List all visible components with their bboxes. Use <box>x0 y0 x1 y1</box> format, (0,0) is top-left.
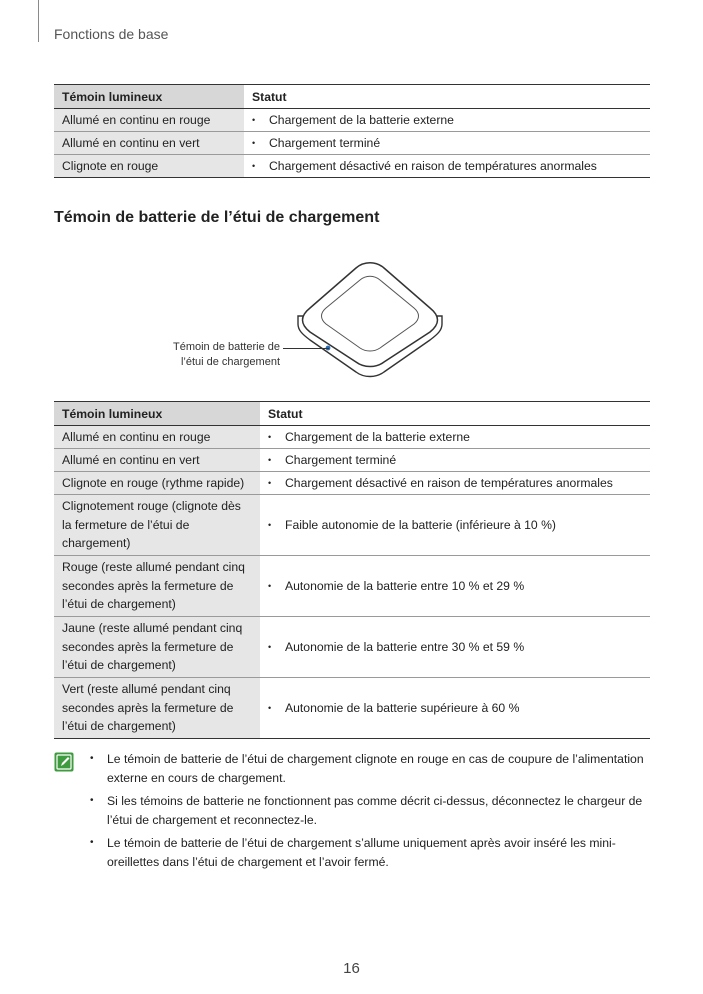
status-cell <box>260 426 650 449</box>
table-row <box>54 495 650 556</box>
table-row <box>54 109 650 132</box>
section-title: Témoin de batterie de l’étui de chargement <box>54 209 380 226</box>
bullet-icon: • <box>90 753 94 764</box>
page-number: 16 <box>343 960 360 977</box>
status-cell <box>260 495 650 556</box>
column-header-indicator: Témoin lumineux <box>54 402 260 426</box>
status-cell <box>260 472 650 495</box>
margin-rule <box>38 0 39 42</box>
table-row <box>54 132 650 155</box>
notes-list <box>90 750 652 876</box>
indicator-cell: Clignote en rouge (rythme rapide) <box>54 472 260 495</box>
note-text: Le témoin de batterie de l’étui de chargement clignote en rouge en cas de coupure de l’alimentation externe en cours de chargement. <box>107 752 644 785</box>
status-text: Chargement désactivé en raison de températures anormales <box>269 158 597 173</box>
callout-leader-line <box>283 348 329 349</box>
status-text: Autonomie de la batterie entre 30 % et 59 % <box>285 639 525 654</box>
status-text: Faible autonomie de la batterie (inférieure à 10 %) <box>285 517 556 532</box>
indicator-cell: Allumé en continu en vert <box>54 132 244 155</box>
indicator-cell: Allumé en continu en rouge <box>54 109 244 132</box>
status-text: Autonomie de la batterie entre 10 % et 29 % <box>285 578 525 593</box>
bullet-icon: • <box>252 137 256 148</box>
bullet-icon: • <box>268 477 272 488</box>
bullet-icon: • <box>268 454 272 465</box>
indicator-cell: Jaune (reste allumé pendant cinq secondes après la fermeture de l’étui de chargement) <box>54 617 260 678</box>
list-item <box>90 834 652 871</box>
table-row <box>54 426 650 449</box>
status-text: Chargement terminé <box>285 452 397 467</box>
status-text: Autonomie de la batterie supérieure à 60 % <box>285 700 520 715</box>
charging-case-illustration <box>290 246 450 386</box>
column-header-status: Statut <box>244 85 650 109</box>
status-cell <box>244 132 650 155</box>
bullet-icon: • <box>268 431 272 442</box>
bullet-icon: • <box>252 114 256 125</box>
table-row <box>54 556 650 617</box>
status-cell <box>244 155 650 178</box>
list-item <box>90 792 652 829</box>
status-cell <box>260 449 650 472</box>
status-cell <box>260 617 650 678</box>
callout-line: l’étui de chargement <box>180 355 280 368</box>
status-cell <box>260 556 650 617</box>
note-pencil-icon <box>54 752 74 772</box>
table-header-row <box>54 402 650 426</box>
table-row <box>54 472 650 495</box>
indicator-cell: Clignote en rouge <box>54 155 244 178</box>
status-text: Chargement désactivé en raison de températures anormales <box>285 475 613 490</box>
table-row <box>54 678 650 739</box>
indicator-cell: Allumé en continu en vert <box>54 449 260 472</box>
running-title: Fonctions de base <box>54 26 169 42</box>
table-row <box>54 617 650 678</box>
status-text: Chargement de la batterie externe <box>269 112 454 127</box>
table-header-row <box>54 85 650 109</box>
bullet-icon: • <box>268 702 272 713</box>
bullet-icon: • <box>268 580 272 591</box>
column-header-indicator: Témoin lumineux <box>54 85 244 109</box>
bullet-icon: • <box>268 519 272 530</box>
status-table-charging-case <box>54 401 650 739</box>
note-text: Si les témoins de batterie ne fonctionnent pas comme décrit ci-dessus, déconnectez le chargeur de l’étui de chargement et reconnectez-le. <box>107 794 643 827</box>
table-row <box>54 449 650 472</box>
callout-line: Témoin de batterie de <box>172 341 280 353</box>
list-item <box>90 750 652 787</box>
indicator-cell: Vert (reste allumé pendant cinq secondes après la fermeture de l’étui de chargement) <box>54 678 260 739</box>
status-table-earbuds <box>54 84 650 178</box>
bullet-icon: • <box>252 160 256 171</box>
indicator-cell: Allumé en continu en rouge <box>54 426 260 449</box>
status-text: Chargement terminé <box>269 135 381 150</box>
status-text: Chargement de la batterie externe <box>285 429 470 444</box>
indicator-cell: Clignotement rouge (clignote dès la fermeture de l’étui de chargement) <box>54 495 260 556</box>
note-text: Le témoin de batterie de l’étui de chargement s’allume uniquement après avoir inséré les mini-oreillettes dans l’étui de chargement et l’avoir fermé. <box>107 836 616 869</box>
bullet-icon: • <box>90 837 94 848</box>
status-cell <box>244 109 650 132</box>
status-cell <box>260 678 650 739</box>
bullet-icon: • <box>90 795 94 806</box>
indicator-cell: Rouge (reste allumé pendant cinq secondes après la fermeture de l’étui de chargement) <box>54 556 260 617</box>
column-header-status: Statut <box>260 402 650 426</box>
table-row <box>54 155 650 178</box>
figure-callout <box>150 340 280 369</box>
bullet-icon: • <box>268 641 272 652</box>
